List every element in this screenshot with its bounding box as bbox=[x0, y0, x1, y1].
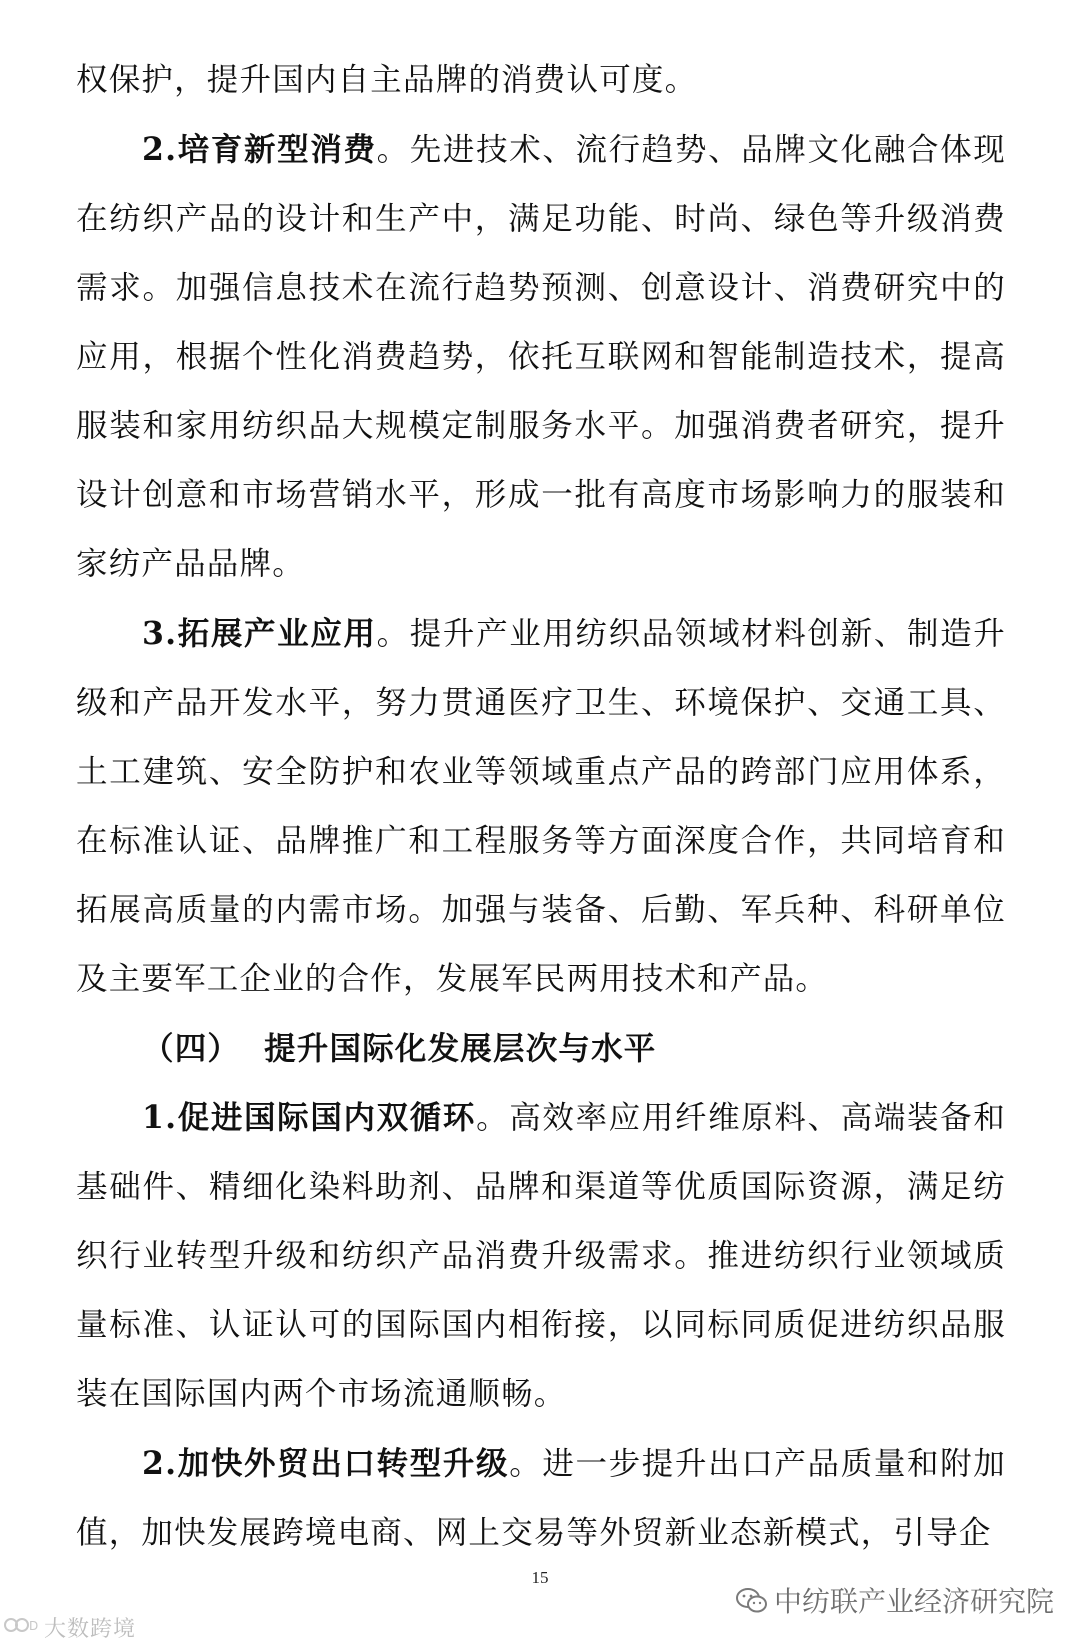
paragraph-2-text: 。先进技术、流行趋势、品牌文化融合体现在纺织产品的设计和生产中，满足功能、时尚、绿色等升级消费需求。加强信息技术在流行趋势预测、创意设计、消费研究中的应用，根据个性化消费趋势，依托互联网和智能制造技术，提高服装和家用纺织品大规模定制服务水平。加强消费者研究，提升设计创意和市场营销水平，形成一批有高度市场影响力的服装和家纺产品品牌。 bbox=[76, 132, 1006, 582]
paragraph-5-lead: 2.加快外贸出口转型升级 bbox=[142, 1445, 510, 1482]
svg-text:D: D bbox=[29, 1619, 40, 1633]
paragraph-4 bbox=[76, 1083, 1006, 1429]
paragraph-4-text: 。高效率应用纤维原料、高端装备和基础件、精细化染料助剂、品牌和渠道等优质国际资源，满足纺织行业转型升级和纺织产品消费升级需求。推进纺织行业领域质量标准、认证认可的国际国内相衔接，以同标同质促进纺织品服装在国际国内两个市场流通顺畅。 bbox=[76, 1100, 1007, 1412]
paragraph-4-lead: 1.促进国际国内双循环 bbox=[142, 1099, 477, 1136]
watermark-logo-icon bbox=[4, 1615, 38, 1640]
paragraph-1-text: 权保护，提升国内自主品牌的消费认可度。 bbox=[76, 62, 698, 98]
section-number: （四） bbox=[142, 1030, 241, 1067]
paragraph-3-lead: 3.拓展产业应用 bbox=[142, 615, 377, 652]
paragraph-3 bbox=[76, 599, 1006, 1014]
page-number: 15 bbox=[531, 1568, 549, 1587]
wechat-icon bbox=[736, 1587, 766, 1613]
paragraph-5-text: 。进一步提升出口产品质量和附加值，加快发展跨境电商、网上交易等外贸新业态新模式，引导企 bbox=[76, 1446, 1006, 1551]
paragraph-2 bbox=[76, 115, 1006, 599]
section-heading bbox=[76, 1014, 1006, 1083]
paragraph-5 bbox=[76, 1429, 1006, 1568]
paragraph-2-lead: 2.培育新型消费 bbox=[142, 131, 377, 168]
watermark-right-text: 中纺联产业经济研究院 bbox=[773, 1585, 1054, 1618]
paragraph-1 bbox=[76, 46, 1006, 115]
watermark-left-text: 大数跨境 bbox=[44, 1617, 137, 1642]
watermark-right bbox=[736, 1580, 1054, 1620]
section-title: 提升国际化发展层次与水平 bbox=[264, 1030, 657, 1067]
watermark-left bbox=[4, 1612, 136, 1643]
paragraph-3-text: 。提升产业用纺织品领域材料创新、制造升级和产品开发水平，努力贯通医疗卫生、环境保护、交通工具、土工建筑、安全防护和农业等领域重点产品的跨部门应用体系，在标准认证、品牌推广和工程服务等方面深度合作，共同培育和拓展高质量的内需市场。加强与装备、后勤、军兵种、科研单位及主要军工企业的合作，发展军民两用技术和产品。 bbox=[76, 616, 1006, 997]
document-page bbox=[76, 46, 1006, 1568]
